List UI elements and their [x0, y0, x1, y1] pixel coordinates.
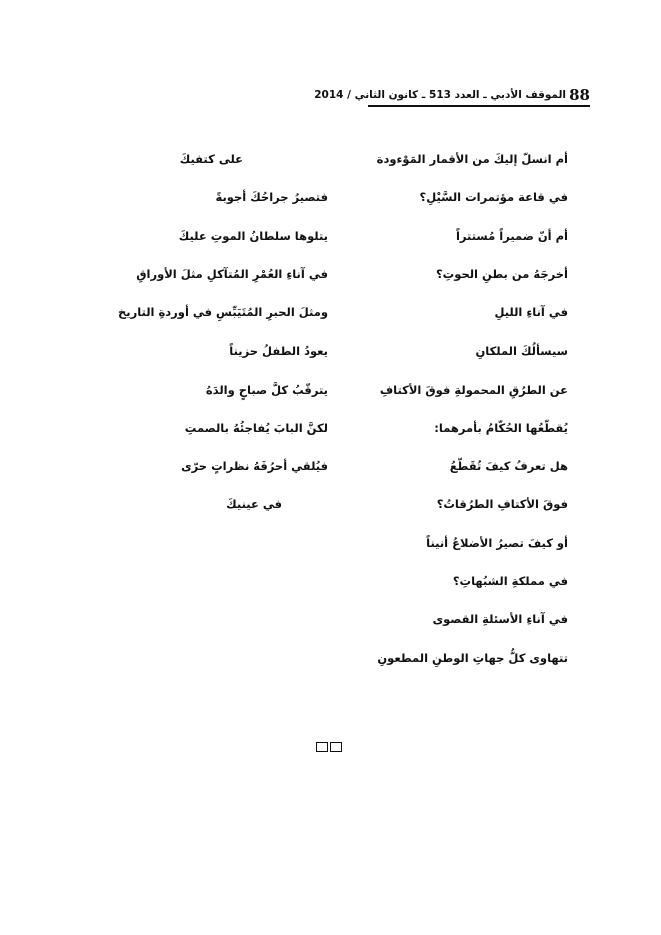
poem-line: هل تعرفُ كيفَ تُقَطّعُ: [449, 459, 568, 473]
poem-line: سيسألُكَ الملكانِ: [475, 344, 568, 358]
poem-line: أخرجَهُ من بطنِ الحوتِ؟: [436, 267, 568, 281]
poem-line: أو كيفَ تصيرُ الأضلاعُ أنيناً: [426, 536, 568, 550]
poem-line: يترقّبُ كلَّ صباحٍ والدَهُ: [205, 383, 328, 397]
poem-line: يتلوها سلطانُ الموتِ عليكَ: [178, 229, 328, 243]
square-icon: [330, 742, 342, 752]
poem-line: فيُلقي أحرُفَهُ نظراتٍ حرّى: [181, 459, 328, 473]
running-head: الموقف الأدبي ـ العدد 513 ـ كانون الثاني / 2014: [314, 89, 566, 101]
poem-line: ومثلَ الحبرِ المُتَيَبِّسِ في أوردةِ التاريخ: [117, 305, 328, 319]
poem-line: أم انسلّ إليكَ من الأقمار المَوْءودة: [376, 152, 568, 166]
poem-line: في عينيكَ: [226, 497, 282, 511]
poem-line: في آناءِ الأسئلةِ القصوى: [432, 612, 568, 626]
poem-line: في قاعة مؤتمرات السَّيْلِ؟: [419, 190, 568, 204]
poem-line: فوقَ الأكتافِ الطرُقاتُ؟: [436, 497, 568, 511]
poem-line: أم أنّ ضميراً مُستتراً: [455, 229, 568, 243]
double-square-end-mark-icon: [313, 742, 347, 754]
page-header: [314, 86, 590, 108]
poem-line: في مملكةِ الشبُهاتِ؟: [452, 574, 568, 588]
poem-line: على كتفيكَ: [179, 152, 243, 166]
poem-line: في آناءِ الليلِ: [494, 305, 568, 319]
poem-line: يُقطّعُها الحُكّامُ بأمرهما:: [434, 421, 568, 435]
poem-line: يعودُ الطفلُ حزيناً: [229, 344, 328, 358]
poem-line: فتصيرُ جراحُكَ أجوبةً: [215, 190, 328, 204]
poem-line: في آناءِ العُمْرِ المُتآكلِ مثلَ الأوراقِ: [136, 267, 328, 281]
poem-line: لكنَّ البابَ يُفاجئُهُ بالصمتِ: [184, 421, 328, 435]
poem-line: عن الطرُقِ المحمولةِ فوقَ الأكتافِ: [379, 383, 568, 397]
poem-line: تتهاوى كلُّ جهاتِ الوطنِ المطعونِ: [377, 651, 568, 665]
header-rule: [368, 105, 590, 107]
square-icon: [316, 742, 328, 752]
page-number: 88: [569, 86, 590, 104]
